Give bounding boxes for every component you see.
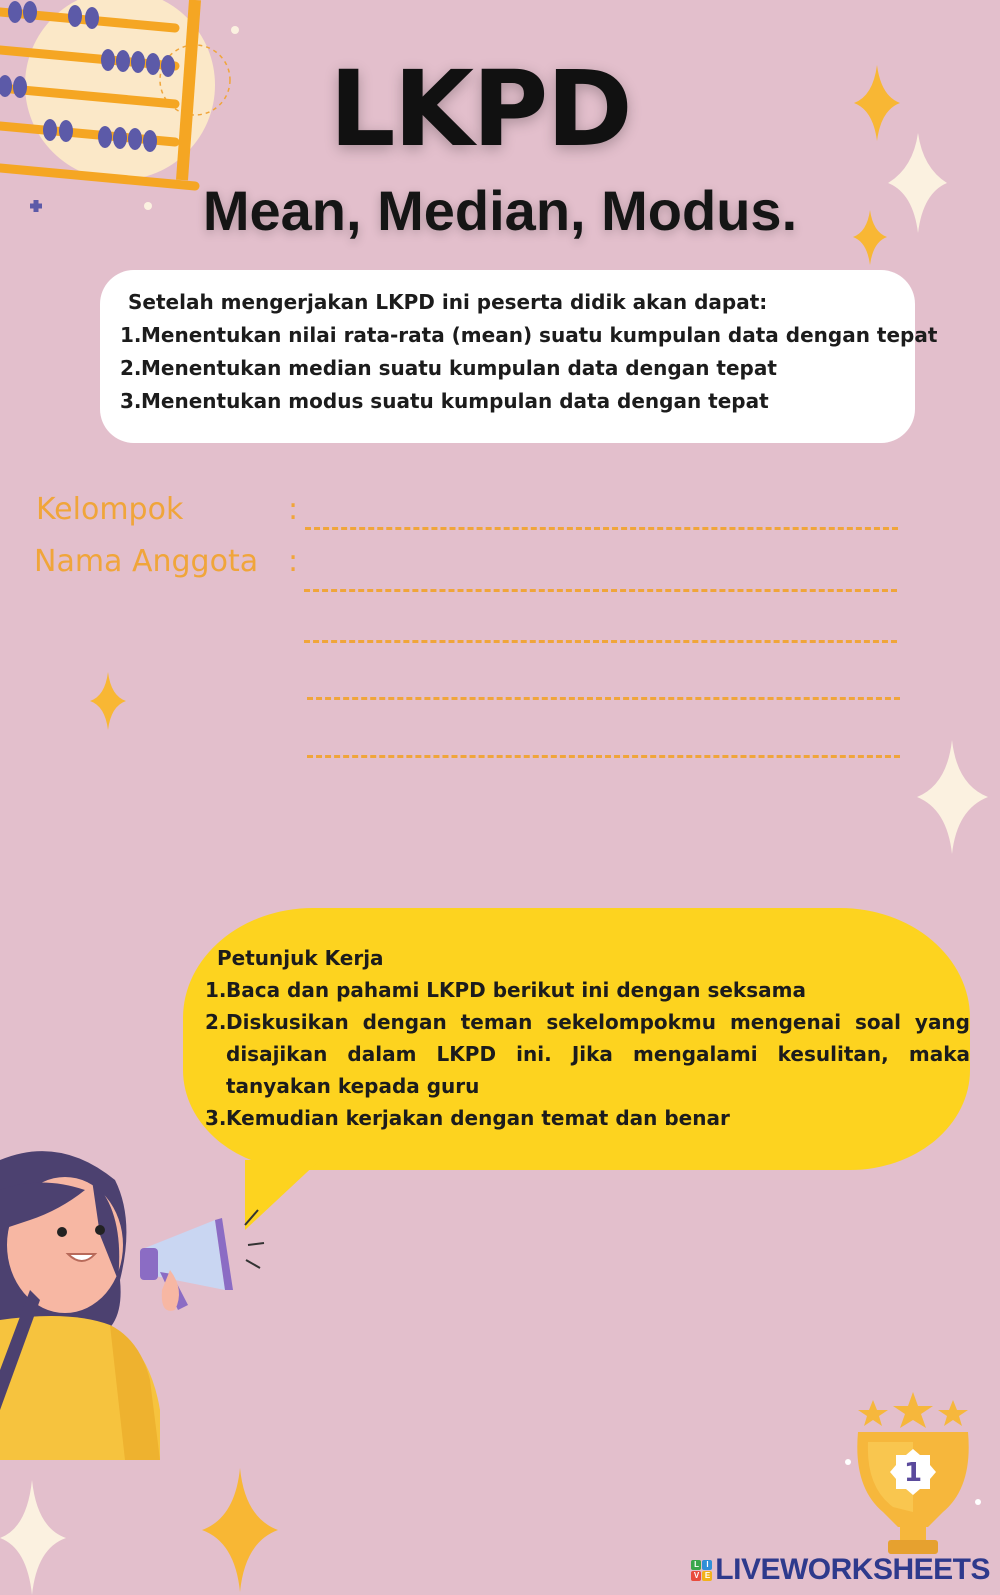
list-item [120, 356, 915, 380]
list-text: Kemudian kerjakan dengan temat dan benar [226, 1106, 730, 1130]
list-number: 2. [205, 1010, 227, 1034]
list-text: Menentukan median suatu kumpulan data dengan tepat [141, 356, 777, 380]
brand-name: LIVEWORKSHEETS [715, 1553, 990, 1586]
list-text: Menentukan nilai rata-rata (mean) suatu kumpulan data dengan tepat [141, 323, 938, 347]
instructions-block [205, 942, 970, 1134]
list-number: 3. [205, 1106, 227, 1130]
member-name-field-2[interactable] [304, 640, 897, 643]
sparkle-star-icon [200, 1468, 280, 1593]
brand-badge-letter: L [691, 1560, 701, 1570]
sparkle-star-icon [0, 1480, 70, 1595]
page-subtitle: Mean, Median, Modus. [202, 179, 798, 242]
member-name-field-4[interactable] [307, 755, 900, 758]
list-item [205, 1102, 970, 1134]
list-number: 2. [120, 356, 142, 380]
list-number: 3. [120, 389, 142, 413]
list-text: Baca dan pahami LKPD berikut ini dengan seksama [226, 978, 806, 1002]
instructions-title: Petunjuk Kerja [217, 946, 384, 970]
group-label: Kelompok [36, 492, 184, 527]
sparkle-star-icon [915, 740, 990, 855]
list-text: Menentukan modus suatu kumpulan data dengan tepat [141, 389, 769, 413]
objectives-list [120, 323, 938, 413]
group-colon: : [288, 492, 299, 527]
liveworksheets-logo [691, 1553, 990, 1587]
list-number: 1. [120, 323, 142, 347]
sparkle-star-icon [88, 672, 128, 732]
member-name-field-3[interactable] [307, 697, 900, 700]
member-name-field-1[interactable] [304, 589, 897, 592]
teacher-megaphone-illustration [0, 1150, 280, 1460]
brand-badge-letter: V [691, 1571, 701, 1581]
members-colon: : [288, 544, 299, 579]
group-name-field[interactable] [305, 527, 898, 530]
brand-badge [691, 1560, 712, 1581]
sparkle-star-icon [852, 65, 962, 275]
list-item [120, 323, 938, 347]
brand-badge-letter: I [702, 1560, 712, 1570]
trophy-icon [838, 1392, 988, 1562]
list-item [120, 389, 915, 413]
list-number: 1. [205, 978, 227, 1002]
instructions-list [205, 974, 970, 1134]
learning-objectives-card [100, 270, 938, 443]
list-text: Diskusikan dengan teman sekelompokmu mengenai soal yang disajikan dalam LKPD ini. Jika mengalami kesulitan, maka tanyakan kepada guru [226, 1010, 970, 1098]
list-item [205, 1006, 970, 1102]
members-label: Nama Anggota [34, 544, 259, 579]
page-title: LKPD [329, 48, 631, 170]
list-item [205, 974, 970, 1006]
brand-badge-letter: E [702, 1571, 712, 1581]
objectives-intro: Setelah mengerjakan LKPD ini peserta didik akan dapat: [128, 290, 768, 314]
trophy-rank: 1 [903, 1458, 923, 1488]
